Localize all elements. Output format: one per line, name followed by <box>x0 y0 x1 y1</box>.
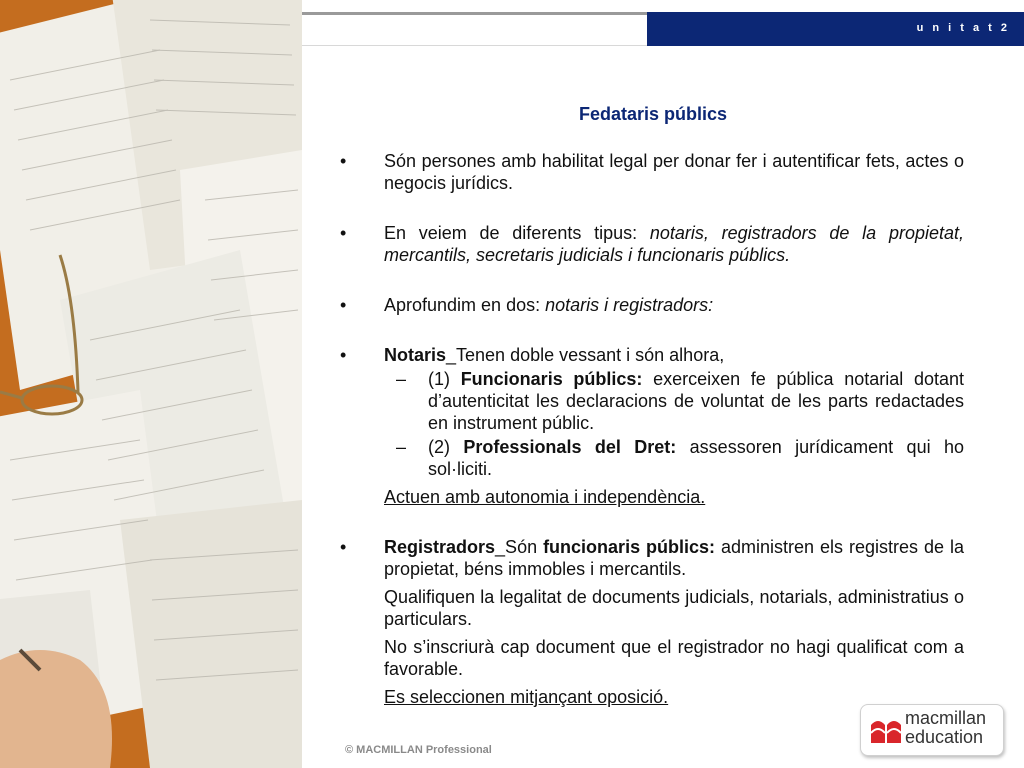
background-photo <box>0 0 302 768</box>
bullet-item <box>340 294 964 316</box>
bullet-marker: • <box>340 223 347 243</box>
registradors-footer-text: Es seleccionen mitjançant oposició. <box>384 687 669 707</box>
macmillan-logo <box>860 704 1004 756</box>
sub-text: exerceixen fe pública notarial dotant d’autenticitat les declaracions de voluntat de les parts redactades en instrument públic. <box>428 369 964 433</box>
registradors-paragraph: Qualifiquen la legalitat de documents judicials, notarials, administratius o particulars. <box>384 587 964 629</box>
bullet-bold-text: Registradors <box>384 537 496 557</box>
bullet-item-notaris <box>340 344 964 366</box>
bullet-bold-text: funcionaris públics: <box>543 537 716 557</box>
logo-wordmark <box>905 709 986 747</box>
slide-title: Fedataris públics <box>578 104 728 124</box>
bullet-text: Aprofundim en dos: <box>384 295 546 315</box>
dash-marker: – <box>396 369 407 389</box>
sub-text: (2) <box>428 437 464 457</box>
bullet-bold-text: Notaris <box>384 345 447 365</box>
bullet-marker: • <box>340 151 347 171</box>
sub-item <box>340 368 964 434</box>
bullet-text: En veiem de diferents tipus: <box>384 223 650 243</box>
bullet-text: Són persones amb habilitat legal per donar fer i autentificar fets, actes o negocis jurídics. <box>384 151 964 193</box>
dash-marker: – <box>396 437 407 457</box>
registradors-paragraph: No s’inscriurà cap document que el registrador no hagi qualificat com a favorable. <box>384 637 964 679</box>
bullet-marker: • <box>340 537 347 557</box>
sub-item <box>340 436 964 480</box>
notaris-footer-text: Actuen amb autonomia i independència. <box>384 487 706 507</box>
bullet-marker: • <box>340 295 347 315</box>
bullet-item <box>340 150 964 194</box>
sub-bold-text: Funcionaris públics: <box>460 369 643 389</box>
bullet-text: administren els registres de la propietat, béns immobles i mercantils. <box>384 537 964 579</box>
bullet-item-registradors <box>340 536 964 580</box>
bullet-marker: • <box>340 345 347 365</box>
bullet-text: _Són <box>495 537 544 557</box>
unit-label: u n i t a t 2 <box>916 22 1010 34</box>
sub-bold-text: Professionals del Dret: <box>463 437 677 457</box>
copyright-text: © MACMILLAN Professional <box>345 744 492 756</box>
header-white-band <box>302 15 647 46</box>
documents-illustration <box>0 0 302 768</box>
sub-text: (1) <box>428 369 461 389</box>
logo-line-2: education <box>905 727 984 747</box>
sub-text: assessoren jurídicament qui ho sol·liciti. <box>428 437 964 479</box>
bullet-text: _Tenen doble vessant i són alhora, <box>446 345 725 365</box>
bullet-italic-text: notaris i registradors: <box>545 295 714 315</box>
logo-line-1: macmillan <box>905 708 987 728</box>
slide-content <box>340 150 964 708</box>
bullet-italic-text: notaris, registradors de la propietat, mercantils, secretaris judicials i funcionaris públics. <box>384 223 964 265</box>
macmillan-logo-icon <box>869 713 903 747</box>
bullet-item <box>340 222 964 266</box>
header-blue-band <box>647 12 1024 46</box>
